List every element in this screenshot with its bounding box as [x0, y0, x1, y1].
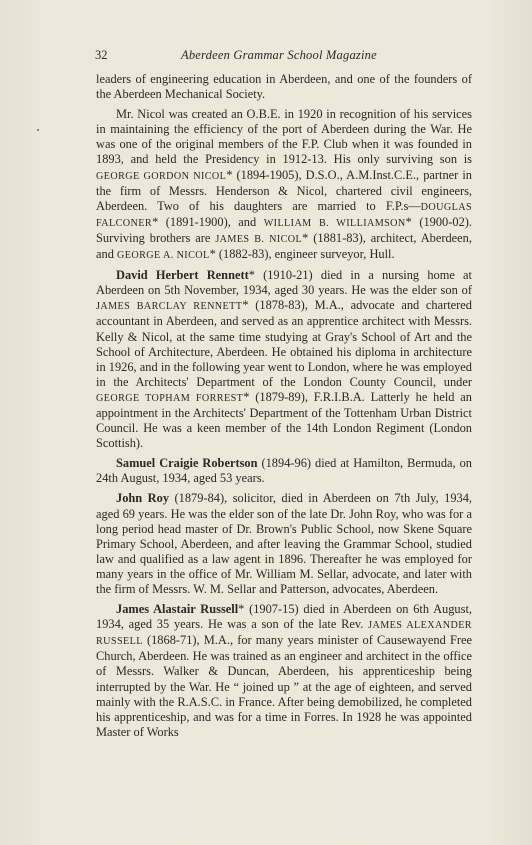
running-head — [95, 47, 475, 63]
text-run: (1879-84), solicitor, died in Aberdeen on 7th July, 1934, aged 69 years. He was the elder son of the late Dr. John Roy, who was for a long period head master of Dr. Brown's Public School, now Skene Square Primary School, Aberdeen, and after leaving the Grammar School, studied law and qualified as a law agent in 1896. Thereafter he was employed for many years in the office of Mr. William M. Sellar, advocate, and later with the firm of Messrs. W. M. Sellar and Patterson, advocates, Aberdeen. — [96, 491, 473, 596]
obituary-rennett — [96, 268, 472, 451]
person-name-small-caps: DOUGLAS FALCONER — [96, 201, 472, 229]
paper-speck — [37, 129, 39, 131]
article-body — [96, 72, 472, 740]
text-run: * (1900-02). Surviving brothers are — [96, 214, 472, 245]
text-run: * (1879-89), F.R.I.B.A. Latterly he held an appointment in the Architects' Department of the Tottenham Urban District Council. He was a keen member of the 14th London Regiment (London Scottish). — [96, 389, 473, 451]
obituary-name: John Roy — [116, 491, 170, 506]
text-run: (1868-71), M.A., for many years minister of Causewayend Free Church, Aberdeen. He was trained as an engineer and architect in the office of Messrs. Walker & Duncan, Aberdeen, his apprenticeship being interrupted by the War. He “ joined up ” at the age of eighteen, and served mainly with the R.A.S.C. in France. After being demobilized, he completed his apprenticeship, and was for a time in Forres. In 1928 he was appointed Master of Works — [96, 633, 472, 739]
text-run: (1894-96) died at Hamilton, Bermuda, on 24th August, 1934, aged 53 years. — [96, 456, 472, 486]
person-name-small-caps: GEORGE GORDON NICOL — [96, 170, 227, 182]
text-run: * (1907-15) died in Aberdeen on 6th August, 1934, aged 35 years. He was a son of the late Rev. — [96, 602, 472, 632]
text-run: * (1910-21) died in a nursing home at Aberdeen on 5th November, 1934, aged 30 years. He was the elder son of — [96, 268, 472, 298]
person-name-small-caps: JAMES BARCLAY RENNETT — [96, 301, 243, 313]
text-run: * (1894-1905), D.S.O., A.M.Inst.C.E., partner in the firm of Messrs. Henderson & Nicol, chartered civil engineers, Aberdeen. Two of his daughters are married to F.P.s— — [96, 167, 472, 213]
obituary-name: Samuel Craigie Robertson — [116, 456, 258, 471]
obituary-roy — [96, 491, 472, 597]
text-run: * (1891-1900), and — [152, 214, 264, 229]
page-number: 32 — [95, 48, 108, 62]
paragraph-nicol-obe — [96, 107, 472, 263]
person-name-small-caps: JAMES ALEXANDER RUSSELL — [96, 620, 472, 648]
text-run: * (1881-83), architect, Aberdeen, and — [96, 230, 472, 262]
obituary-name: James Alastair Russell — [116, 602, 239, 617]
obituary-robertson — [96, 456, 472, 486]
text-run: leaders of engineering education in Aberdeen, and one of the founders of the Aberdeen Mechanical Society. — [96, 72, 472, 102]
obituary-russell — [96, 602, 472, 740]
text-run: * (1878-83), M.A., advocate and chartered accountant in Aberdeen, and served as an apprentice architect with Messrs. Kelly & Nicol, at the same time studying at Gray's School of Art and the School of Architecture, Aberdeen. He obtained his diploma in architecture in 1926, and in the following year went to London, where he was employed in the Architects' Department of the London County Council, under — [96, 298, 472, 389]
journal-title: Aberdeen Grammar School Magazine — [181, 48, 377, 62]
obituary-name: David Herbert Rennett — [116, 268, 249, 283]
person-name-small-caps: GEORGE A. NICOL — [117, 250, 210, 262]
text-run: * (1882-83), engineer surveyor, Hull. — [209, 247, 395, 262]
person-name-small-caps: JAMES B. NICOL — [215, 233, 303, 245]
person-name-small-caps: WILLIAM B. WILLIAMSON — [263, 217, 406, 229]
person-name-small-caps: GEORGE TOPHAM FORREST — [96, 392, 244, 404]
text-run: Mr. Nicol was created an O.B.E. in 1920 in recognition of his services in maintaining the efficiency of the port of Aberdeen during the War. He was one of the original members of the F.P. Club when it was founded in 1893, and held the Presidency in 1912-13. His only surviving son is — [96, 107, 472, 167]
paragraph-nicol-continued — [96, 72, 472, 102]
